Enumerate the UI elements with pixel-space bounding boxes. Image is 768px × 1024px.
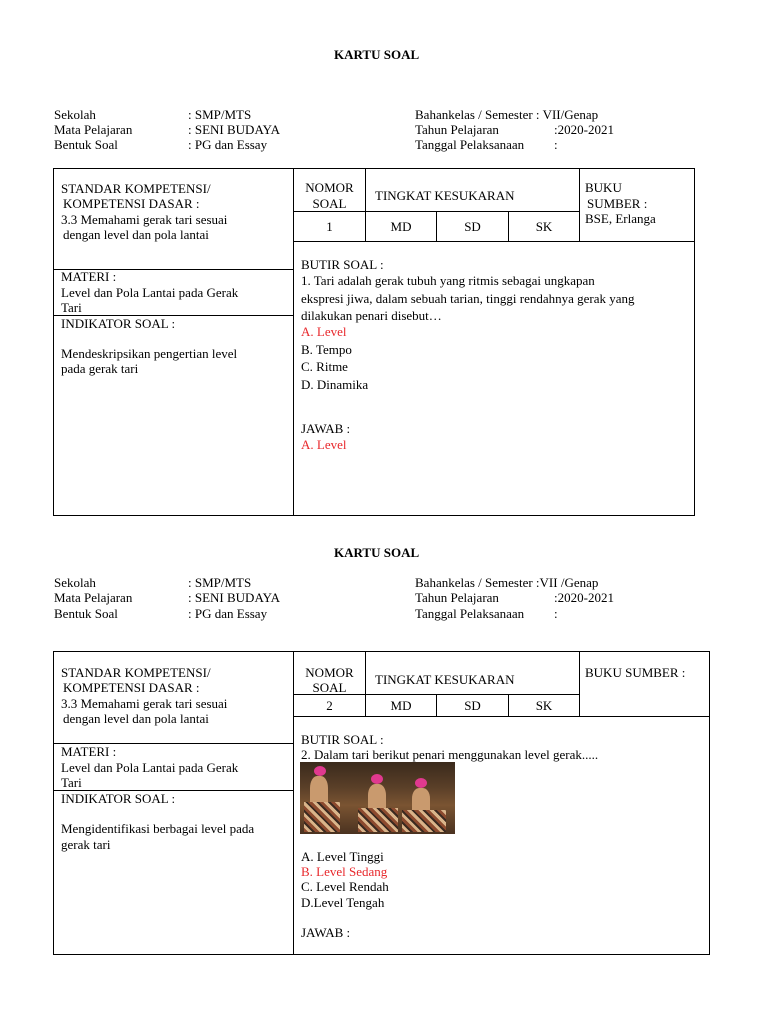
option-a: A. Level	[301, 324, 347, 339]
school-value: : SMP/MTS	[188, 107, 252, 122]
basic-competency-label: KOMPETENSI DASAR :	[63, 196, 200, 211]
competency-value-cont: dengan level dan pola lantai	[63, 711, 209, 726]
butir-soal-label: BUTIR SOAL :	[301, 257, 384, 272]
option-b: B. Tempo	[301, 342, 352, 357]
level-sk: SK	[535, 219, 553, 234]
indikator-value: Mendeskripsikan pengertian level	[61, 346, 238, 361]
jawab-label: JAWAB :	[301, 925, 351, 940]
school-label: Sekolah	[54, 575, 96, 590]
subject-label: Mata Pelajaran	[54, 590, 133, 605]
soal-label: SOAL	[312, 196, 347, 211]
level-sk: SK	[535, 698, 553, 713]
grade-semester: Bahankelas / Semester :VII /Genap	[415, 575, 599, 590]
subject-value: : SENI BUDAYA	[188, 122, 280, 137]
subject-label: Mata Pelajaran	[54, 122, 133, 137]
level-md: MD	[390, 698, 412, 713]
form-value: : PG dan Essay	[188, 606, 268, 621]
nomor-value: 2	[326, 698, 333, 713]
indikator-label: INDIKATOR SOAL :	[61, 791, 176, 806]
dancers-photo	[300, 762, 455, 834]
question-text: 2. Dalam tari berikut penari menggunakan level gerak.....	[301, 747, 599, 762]
form-label: Bentuk Soal	[54, 606, 118, 621]
option-c: C. Level Rendah	[301, 879, 389, 894]
question-text-end: dilakukan penari disebut…	[301, 308, 442, 323]
form-value: : PG dan Essay	[188, 137, 268, 152]
year-value: :2020-2021	[554, 122, 614, 137]
year-value: :2020-2021	[554, 590, 614, 605]
indikator-label: INDIKATOR SOAL :	[61, 316, 176, 331]
buku-sumber-label: BUKU SUMBER :	[585, 665, 686, 680]
option-c: C. Ritme	[301, 359, 348, 374]
card-title: KARTU SOAL	[334, 47, 420, 62]
tingkat-kesukaran-label: TINGKAT KESUKARAN	[375, 188, 515, 203]
question-text: 1. Tari adalah gerak tubuh yang ritmis sebagai ungkapan	[301, 273, 595, 288]
school-label: Sekolah	[54, 107, 96, 122]
materi-value-cont: Tari	[61, 300, 82, 315]
nomor-label: NOMOR	[305, 180, 354, 195]
year-label: Tahun Pelajaran	[415, 590, 499, 605]
butir-soal-label: BUTIR SOAL :	[301, 732, 384, 747]
nomor-label: NOMOR	[305, 665, 354, 680]
competency-value: 3.3 Memahami gerak tari sesuai	[61, 696, 228, 711]
date-value: :	[554, 606, 558, 621]
level-md: MD	[390, 219, 412, 234]
grade-semester: Bahankelas / Semester : VII/Genap	[415, 107, 599, 122]
sumber-label: SUMBER :	[587, 196, 648, 211]
competency-label: STANDAR KOMPETENSI/	[61, 181, 211, 196]
form-label: Bentuk Soal	[54, 137, 118, 152]
materi-value: Level dan Pola Lantai pada Gerak	[61, 760, 239, 775]
jawab-value: A. Level	[301, 437, 347, 452]
question-text-cont: ekspresi jiwa, dalam sebuah tarian, tinggi rendahnya gerak yang	[301, 291, 635, 306]
date-label: Tanggal Pelaksanaan	[415, 137, 525, 152]
level-sd: SD	[464, 698, 481, 713]
option-b: B. Level Sedang	[301, 864, 388, 879]
indikator-value-cont: gerak tari	[61, 837, 111, 852]
subject-value: : SENI BUDAYA	[188, 590, 280, 605]
date-label: Tanggal Pelaksanaan	[415, 606, 525, 621]
materi-value-cont: Tari	[61, 775, 82, 790]
jawab-label: JAWAB :	[301, 421, 351, 436]
nomor-value: 1	[326, 219, 333, 234]
date-value: :	[554, 137, 558, 152]
competency-label: STANDAR KOMPETENSI/	[61, 665, 211, 680]
competency-value-cont: dengan level dan pola lantai	[63, 227, 209, 242]
materi-value: Level dan Pola Lantai pada Gerak	[61, 285, 239, 300]
materi-label: MATERI :	[61, 269, 117, 284]
soal-label: SOAL	[312, 680, 347, 695]
option-d: D. Dinamika	[301, 377, 369, 392]
indikator-value-cont: pada gerak tari	[61, 361, 139, 376]
school-value: : SMP/MTS	[188, 575, 252, 590]
basic-competency-label: KOMPETENSI DASAR :	[63, 680, 200, 695]
option-a: A. Level Tinggi	[301, 849, 384, 864]
tingkat-kesukaran-label: TINGKAT KESUKARAN	[375, 672, 515, 687]
buku-label: BUKU	[585, 180, 622, 195]
card-title: KARTU SOAL	[334, 545, 420, 560]
materi-label: MATERI :	[61, 744, 117, 759]
level-sd: SD	[464, 219, 481, 234]
option-d: D.Level Tengah	[301, 895, 385, 910]
competency-value: 3.3 Memahami gerak tari sesuai	[61, 212, 228, 227]
buku-value: BSE, Erlanga	[585, 211, 656, 226]
year-label: Tahun Pelajaran	[415, 122, 499, 137]
indikator-value: Mengidentifikasi berbagai level pada	[61, 821, 255, 836]
